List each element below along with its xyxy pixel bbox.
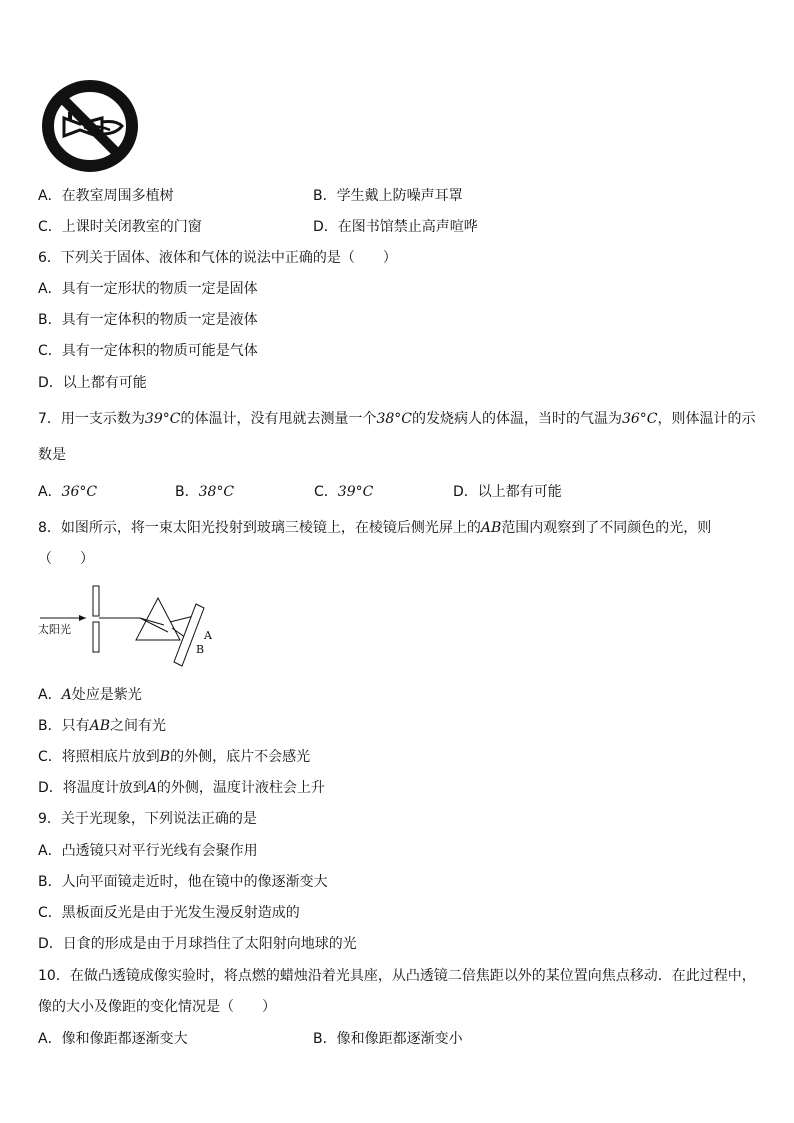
option-letter: A． bbox=[38, 484, 62, 500]
q8-stem-line-1 bbox=[38, 519, 711, 537]
q8-option-c bbox=[38, 748, 310, 766]
q7-stem-part: ，则体温计的示 bbox=[657, 411, 756, 427]
option-var: A bbox=[146, 780, 157, 796]
q10-stem-line-2: 像的大小及像距的变化情况是（ ） bbox=[38, 999, 276, 1015]
option-letter: B． bbox=[175, 484, 199, 500]
option-var: A bbox=[61, 687, 72, 703]
option-text: B．只有 bbox=[38, 718, 90, 734]
q7-temp-39: 39°C bbox=[144, 411, 181, 427]
q7-option-c bbox=[314, 483, 373, 501]
q9-option-b: B．人向平面镜走近时，他在镜中的像逐渐变大 bbox=[38, 874, 328, 890]
q6-option-d: D．以上都有可能 bbox=[38, 375, 147, 391]
option-value: 39°C bbox=[337, 484, 374, 500]
q10-stem-line-1: 10．在做凸透镜成像实验时，将点燃的蜡烛沿着光具座，从凸透镜二倍焦距以外的某位置向焦点移动．在此过程中， bbox=[38, 968, 756, 984]
q6-option-b: B．具有一定体积的物质一定是液体 bbox=[38, 312, 258, 328]
option-text: 的外侧，底片不会感光 bbox=[170, 749, 311, 765]
option-text: 处应是紫光 bbox=[71, 687, 142, 703]
q9-option-a: A．凸透镜只对平行光线有会聚作用 bbox=[38, 843, 258, 859]
screen-label-b: B bbox=[196, 643, 205, 656]
option-var: AB bbox=[89, 718, 111, 734]
q7-stem-part: 的体温计，没有甩就去测量一个 bbox=[180, 411, 377, 427]
q7-stem-part: 的发烧病人的体温，当时的气温为 bbox=[411, 411, 622, 427]
option-value: 36°C bbox=[61, 484, 98, 500]
q10-option-a: A．像和像距都逐渐变大 bbox=[38, 1031, 188, 1047]
q5-option-b: B．学生戴上防噪声耳罩 bbox=[313, 188, 463, 204]
q7-temp-38: 38°C bbox=[376, 411, 412, 427]
q8-stem-part: 8．如图所示，将一束太阳光投射到玻璃三棱镜上，在棱镜后侧光屏上的 bbox=[38, 520, 481, 536]
option-text: 的外侧，温度计液柱会上升 bbox=[156, 780, 325, 796]
q7-stem-part: 7．用一支示数为 bbox=[38, 411, 145, 427]
option-letter: A． bbox=[38, 687, 62, 703]
q6-stem: 6．下列关于固体、液体和气体的说法中正确的是（ ） bbox=[38, 250, 397, 266]
q8-option-a bbox=[38, 686, 142, 704]
option-text: C．将照相底片放到 bbox=[38, 749, 160, 765]
q6-option-c: C．具有一定体积的物质可能是气体 bbox=[38, 343, 258, 359]
q10-option-b: B．像和像距都逐渐变小 bbox=[313, 1031, 463, 1047]
q8-option-d bbox=[38, 779, 325, 797]
option-var: B bbox=[159, 749, 171, 765]
q8-stem-line-2: （ ） bbox=[38, 551, 94, 567]
q6-option-a: A．具有一定形状的物质一定是固体 bbox=[38, 281, 258, 297]
q8-var-ab: AB bbox=[480, 520, 502, 536]
q9-option-c: C．黑板面反光是由于光发生漫反射造成的 bbox=[38, 905, 300, 921]
q7-stem-line-2: 数是 bbox=[38, 447, 66, 463]
q7-temp-36: 36°C bbox=[621, 411, 658, 427]
q7-option-a bbox=[38, 483, 97, 501]
q5-option-a: A．在教室周围多植树 bbox=[38, 188, 174, 204]
prism-diagram bbox=[36, 582, 226, 672]
screen-label-a: A bbox=[204, 629, 212, 642]
no-horn-sign-icon bbox=[40, 78, 140, 174]
q7-stem-line-1 bbox=[38, 410, 756, 428]
q7-option-d: D．以上都有可能 bbox=[453, 484, 562, 500]
option-letter: C． bbox=[314, 484, 338, 500]
option-value: 38°C bbox=[198, 484, 235, 500]
sunlight-label: 太阳光 bbox=[38, 623, 71, 636]
q8-option-b bbox=[38, 717, 166, 735]
q5-option-d: D．在图书馆禁止高声喧哗 bbox=[313, 219, 478, 235]
q9-option-d: D．日食的形成是由于月球挡住了太阳射向地球的光 bbox=[38, 936, 357, 952]
q8-stem-part: 范围内观察到了不同颜色的光，则 bbox=[501, 520, 712, 536]
q9-stem: 9．关于光现象，下列说法正确的是 bbox=[38, 811, 257, 827]
option-text: D．将温度计放到 bbox=[38, 780, 147, 796]
option-text: 之间有光 bbox=[110, 718, 167, 734]
q5-option-c: C．上课时关闭教室的门窗 bbox=[38, 219, 202, 235]
q7-option-b bbox=[175, 483, 234, 501]
